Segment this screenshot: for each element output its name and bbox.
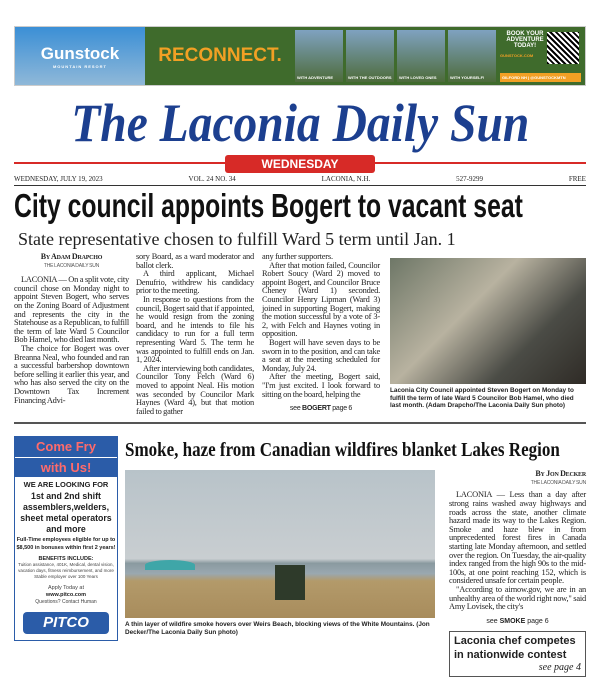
paragraph: The choice for Bogert was over Breanna Neal, who founded and ran a successful barbershop downtown before selling it earlier this year, and who has also served the city on the Downtown Tax Increment Financing Advi-: [14, 343, 129, 405]
paragraph: LACONIA — Less than a day after strong rains washed away highways and roads across the state, another climate hazard made its way to the Lakes Region. Smoke and haze blew in from unprecedented forest fires in Canada starting late Monday afternoon, and settled over the region. On Tuesday, the air-quality index ranged from the high 90s to the mid-100s, at one point reaching 152, which is considered unsafe for certain people.: [449, 490, 586, 586]
byline-org: THE LACONIA DAILY SUN: [43, 262, 100, 269]
lead-subhead: State representative chosen to fulfill Ward 5 term until Jan. 1: [18, 229, 456, 249]
smoke-headline[interactable]: Smoke, haze from Canadian wildfires blanket Lakes Region: [125, 439, 560, 462]
paragraph: After the meeting, Bogert said, "I'm just excited. I look forward to sitting on the board, helping the: [262, 372, 380, 399]
phone: 527-9299: [456, 175, 483, 183]
paragraph: LACONIA — On a split vote, city council chose on Monday night to appoint Steven Bogert, who serves on the Zoning Board of Adjustment and represents the city in the Statehouse as a Republican, to fulfill the term of late Ward 5 Councilor Bob Hamel, who died last month.: [14, 275, 129, 345]
paragraph: A third applicant, Michael Denufrio, withdrew his candidacy prior to the meeting.: [136, 269, 254, 296]
ad-text: Full-Time employees eligible for up to $8,500 in bonuses within first 2 years!: [16, 537, 116, 552]
lead-headline[interactable]: City council appoints Bogert to vacant seat: [14, 187, 523, 224]
ad-url[interactable]: www.pitco.com: [45, 592, 87, 599]
ad-text: Tuition assistance, 401K, Medical, dental vision, vacation days, fitness reimbursement, and more: [18, 562, 114, 574]
lead-column-2: [136, 253, 254, 416]
paragraph: In response to questions from the council, Bogert said that if appointed, he would resign from the zoning board, and he intends to file his candidacy to run for a full term representing Ward 5. The term he was appointed to fulfill ends on Jan. 1, 2024.: [136, 294, 254, 365]
qr-code-icon: [547, 32, 579, 64]
price: FREE: [568, 175, 586, 183]
gunstock-logo: Gunstock MOUNTAIN RESORT: [15, 27, 145, 85]
lead-story: [14, 253, 586, 416]
ad-tile: WITH YOURSELF!: [448, 30, 496, 82]
paragraph: After interviewing both candidates, Councilor Tony Felch (Ward 6) moved to appoint Neal. His motion was seconded by Councilor Mark Haynes (Ward 4), but that motion failed to gather: [136, 363, 254, 416]
lower-section: [14, 436, 586, 677]
byline: By Adam Drapcho: [40, 252, 103, 261]
ad-location: GILFORD NH | @GUNSTOCKMTN: [500, 73, 581, 82]
paragraph: sory Board, as a ward moderator and ballot clerk.: [136, 252, 254, 270]
section-divider: [14, 422, 586, 424]
ad-text: Questions? Contact Human: [35, 599, 97, 606]
weirs-beach-photo-block: [125, 470, 435, 636]
ad-url[interactable]: GUNSTOCK.COM: [500, 53, 534, 58]
byline-org: THE LACONIA DAILY SUN: [530, 479, 586, 486]
weirs-beach-photo: [125, 470, 435, 618]
ad-tile: WITH LOVED ONES: [397, 30, 445, 82]
city: LACONIA, N.H.: [321, 175, 371, 183]
paragraph: Bogert will have seven days to be sworn in to the position, and can take a seat at the meeting scheduled for Monday, July 24.: [262, 337, 380, 373]
ad-text: BENEFITS INCLUDE:: [38, 556, 94, 563]
ad-tile: WITH ADVENTURE: [295, 30, 343, 82]
ad-tile: WITH THE OUTDOORS: [346, 30, 394, 82]
ad-text: Apply Today at: [48, 585, 84, 592]
ad-header: Come Fry: [15, 437, 117, 457]
ad-header: with Us!: [15, 457, 117, 477]
ad-cta: BOOK YOUR ADVENTURE TODAY!: [506, 31, 544, 49]
smoke-story: [125, 436, 586, 677]
bogert-photo-caption: Laconia City Council appointed Steven Bogert on Monday to fulfill the term of late Ward 5 Councilor Bob Hamel, who died last month. (Adam Drapcho/The Laconia Daily Sun photo): [390, 387, 574, 410]
pitco-job-ad[interactable]: [14, 436, 118, 641]
gunstock-ad-banner[interactable]: [14, 26, 586, 86]
lead-column-3: [262, 253, 380, 412]
masthead: [0, 94, 600, 152]
ad-slogan: RECONNECT.: [158, 45, 282, 66]
smoke-photo-caption: A thin layer of wildfire smoke hovers over Weirs Beach, blocking views of the White Mountains. (Jon Decker/The Laconia Daily Sun photo): [125, 621, 430, 636]
sign: [275, 565, 305, 600]
paragraph: After that motion failed, Councilor Robert Soucy (Ward 2) moved to appoint Bogert, and Councilor Bruce Cheney (Ward 1) seconded. Councilor Henry Lipman (Ward 3) joined in supporting Bogert, making the motion successful by a vote of 3-2, with Felch and Haynes voting in opposition.: [262, 260, 380, 339]
ad-text: 1st and 2nd shift assemblers,welders, sheet metal operators and more: [20, 491, 112, 535]
ad-text: Stable employer over 100 Years: [34, 574, 98, 580]
day-badge: WEDNESDAY: [225, 155, 375, 173]
page-body: [14, 253, 586, 677]
dateline: [14, 175, 586, 186]
chef-teaser-box[interactable]: [449, 631, 586, 677]
ad-text: WE ARE LOOKING FOR: [23, 480, 109, 490]
bogert-jump-link[interactable]: see BOGERT page 6: [289, 405, 353, 413]
teaser-title: Laconia chef competes in nationwide contest: [454, 634, 576, 661]
umbrella: [145, 560, 195, 570]
masthead-title: The Laconia Daily Sun: [70, 93, 530, 153]
paragraph: any further supporters.: [262, 252, 333, 261]
pitco-logo: PITCO: [23, 612, 109, 634]
volume: VOL. 24 NO. 34: [188, 175, 236, 183]
lead-column-1: [14, 253, 129, 405]
smoke-jump-link[interactable]: see SMOKE page 6: [486, 617, 549, 625]
paragraph: "According to airnow.gov, we are in an unhealthy area of the world right now," said Amy Lovisek, the city's: [449, 585, 586, 612]
smoke-column: [449, 470, 586, 677]
date: WEDNESDAY, JULY 19, 2023: [14, 175, 103, 183]
bogert-photo-block: [390, 258, 586, 410]
teaser-see: see page 4: [538, 661, 581, 673]
byline: By Jon Decker: [535, 469, 586, 479]
bogert-photo: [390, 258, 586, 384]
